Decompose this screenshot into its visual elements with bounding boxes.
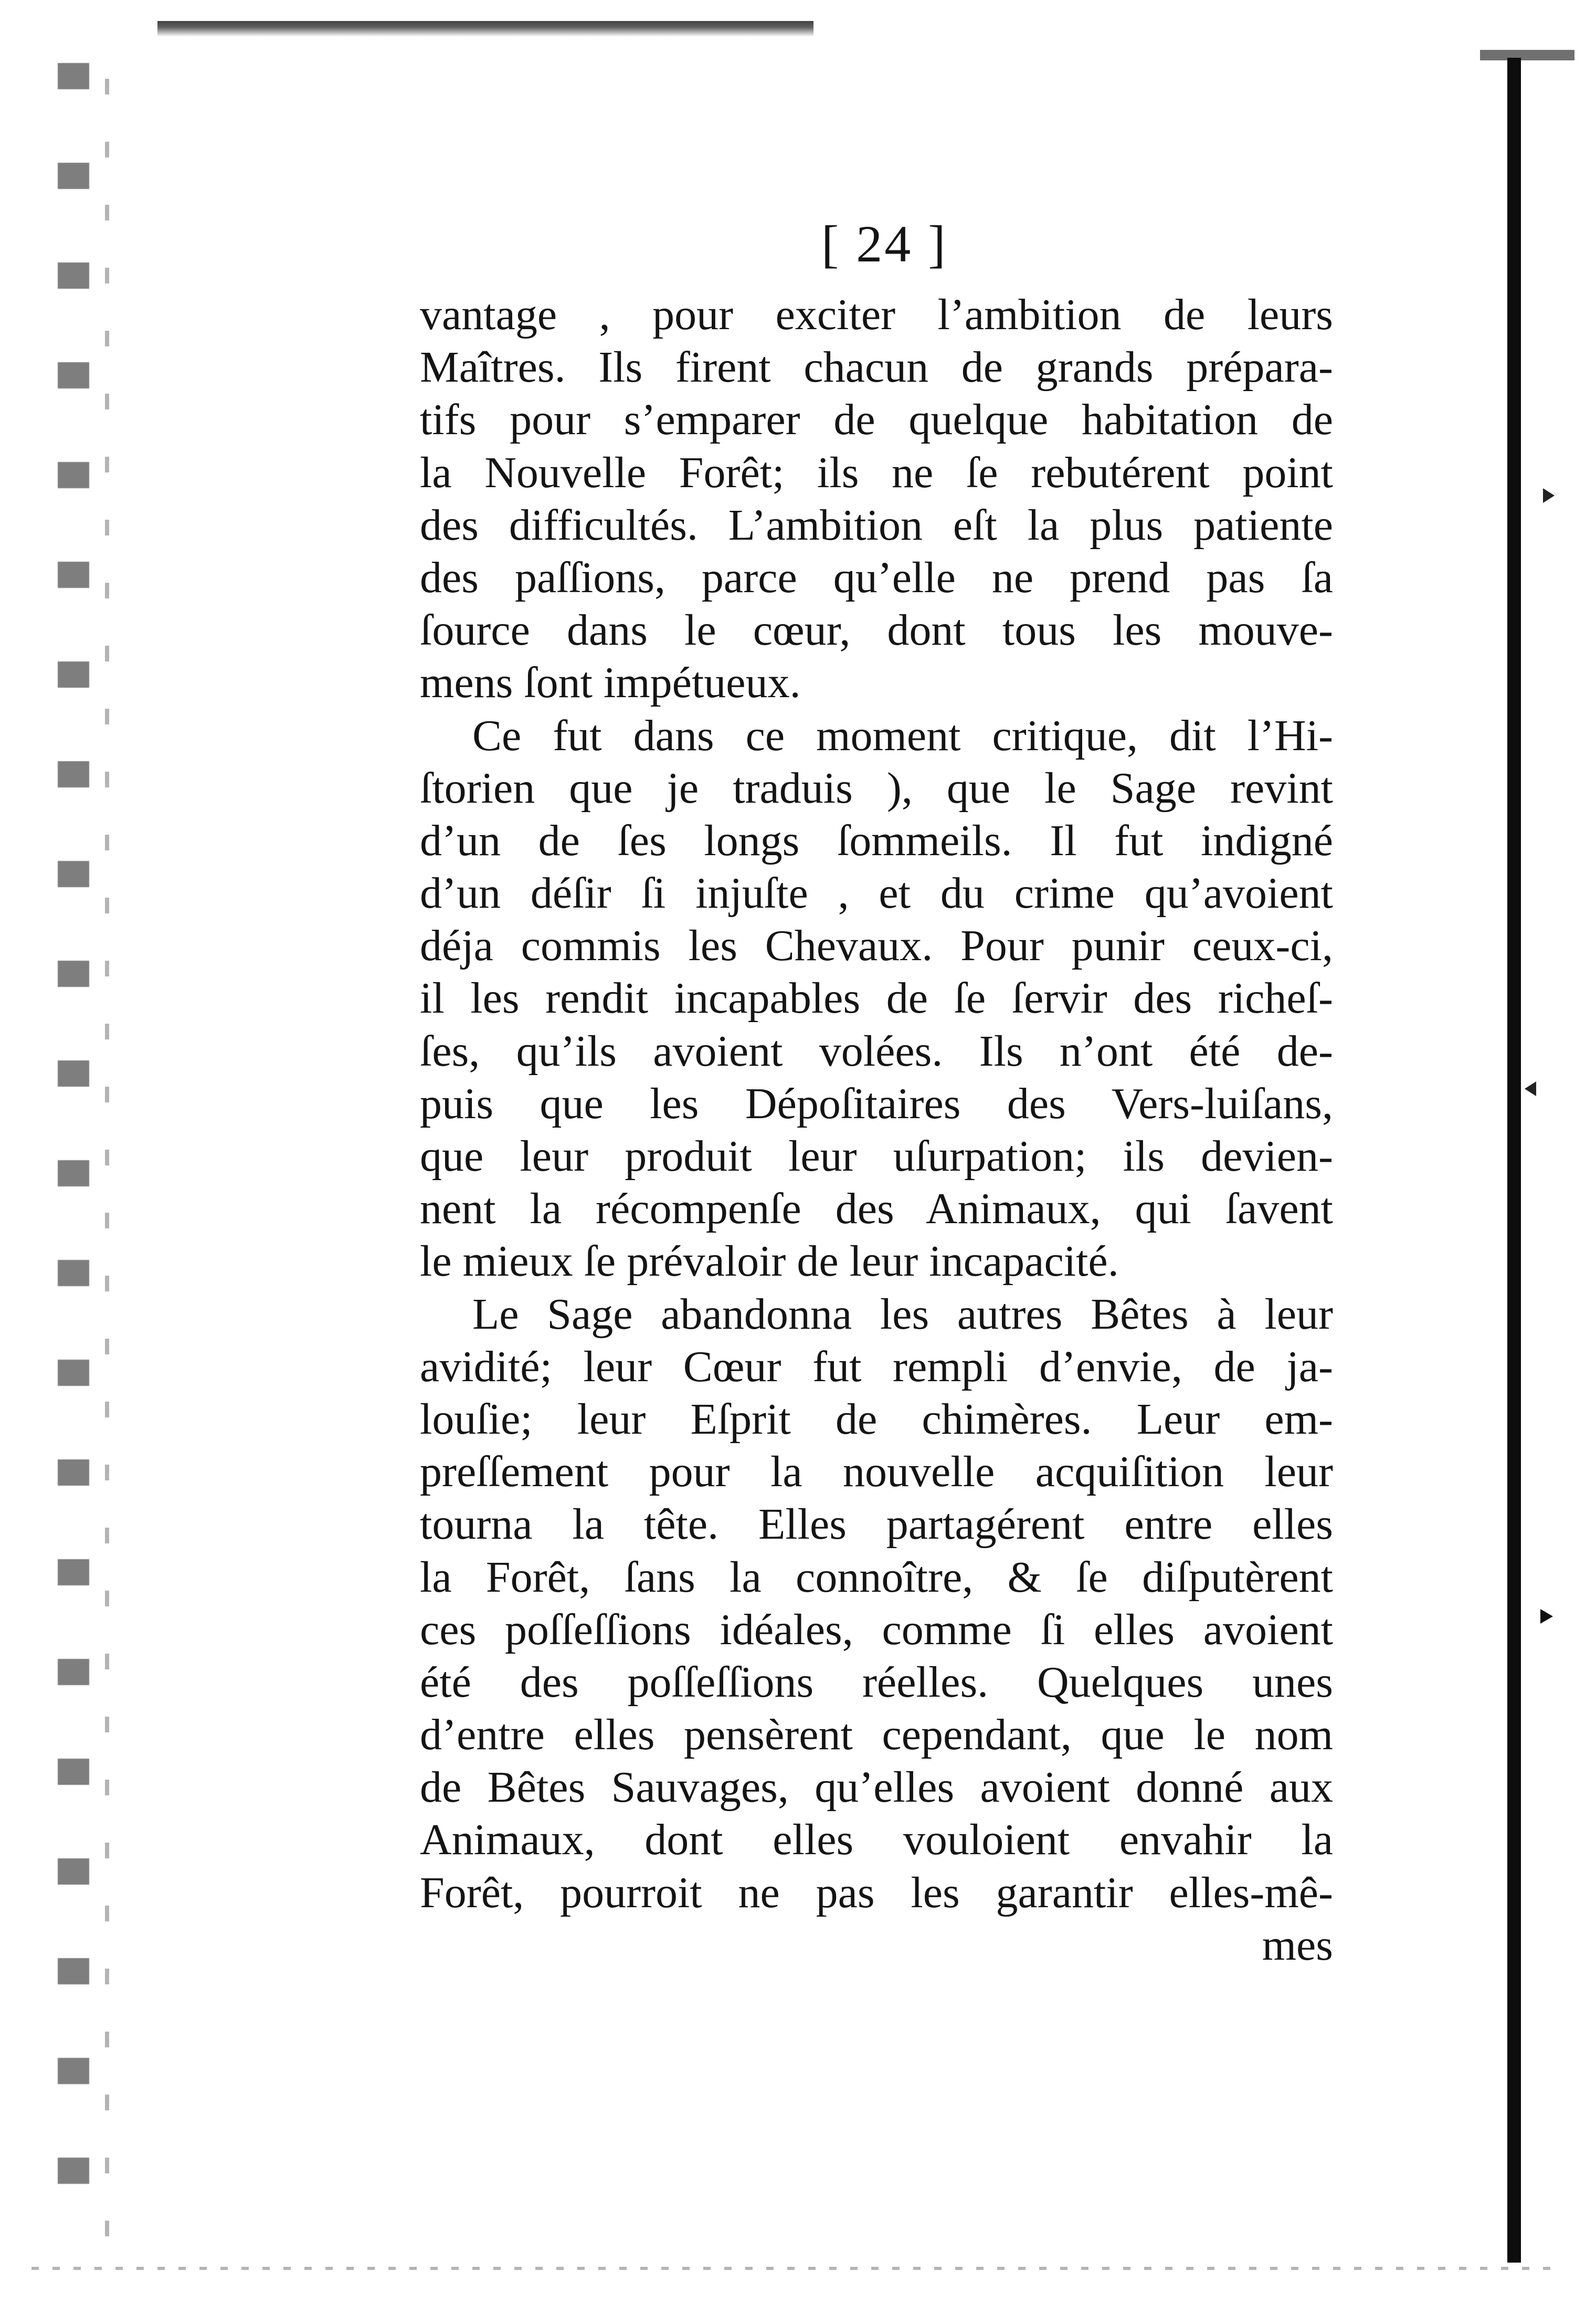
text-line: ces poſſeſſions idéales, comme ſi elles avoient xyxy=(420,1605,1333,1654)
text-line: Ce fut dans ce moment critique, dit l’Hi- xyxy=(472,711,1333,760)
scan-bottom-edge xyxy=(31,2267,1553,2270)
text-line: ſes, qu’ils avoient volées. Ils n’ont été de- xyxy=(420,1026,1333,1076)
catchword: mes xyxy=(1262,1920,1333,1970)
text-line: été des poſſeſſions réelles. Quelques unes xyxy=(420,1657,1333,1707)
text-line: vantage , pour exciter l’ambition de leurs xyxy=(420,290,1333,339)
text-line: de Bêtes Sauvages, qu’elles avoient donné aux xyxy=(420,1763,1333,1812)
text-line: des paſſions, parce qu’elle ne prend pas ſa xyxy=(420,553,1333,602)
scan-left-gutter-line xyxy=(105,79,109,2257)
text-line: tifs pour s’emparer de quelque habitation de xyxy=(420,395,1333,445)
text-line: déja commis les Chevaux. Pour punir ceux-ci, xyxy=(420,921,1333,971)
page-number: [ 24 ] xyxy=(821,215,948,273)
text-line: Le Sage abandonna les autres Bêtes à leur xyxy=(472,1289,1333,1339)
text-line: d’un de ſes longs ſommeils. Il fut indigné xyxy=(420,816,1333,865)
text-line: d’un déſir ſi injuſte , et du crime qu’avoient xyxy=(420,869,1333,918)
text-line: nent la récompenſe des Animaux, qui ſavent xyxy=(420,1184,1333,1234)
text-line: ſtorien que je traduis ), que le Sage revint xyxy=(420,763,1333,813)
text-line: Forêt, pourroit ne pas les garantir elles-mê- xyxy=(420,1868,1333,1917)
text-line: Maîtres. Ils firent chacun de grands prépara- xyxy=(420,343,1333,392)
scan-right-edge xyxy=(1507,58,1521,2263)
text-line: la Nouvelle Forêt; ils ne ſe rebutérent point xyxy=(420,448,1333,497)
margin-mark-icon xyxy=(1525,1081,1536,1096)
text-line: ſource dans le cœur, dont tous les mouve- xyxy=(420,606,1333,655)
margin-mark-icon xyxy=(1540,1609,1553,1624)
text-line: des difficultés. L’ambition eſt la plus patiente xyxy=(420,500,1333,550)
text-line: louſie; leur Eſprit de chimères. Leur em- xyxy=(420,1394,1333,1444)
scan-left-gutter xyxy=(58,31,89,2257)
scan-top-edge-right xyxy=(1480,50,1574,60)
text-line: mens ſont impétueux. xyxy=(420,658,801,708)
text-line: il les rendit incapables de ſe ſervir des richeſ- xyxy=(420,974,1333,1023)
text-line: d’entre elles pensèrent cependant, que le nom xyxy=(420,1710,1333,1760)
text-line: avidité; leur Cœur fut rempli d’envie, de ja- xyxy=(420,1342,1333,1391)
scan-top-edge xyxy=(157,21,813,37)
text-line: le mieux ſe prévaloir de leur incapacité. xyxy=(420,1237,1119,1286)
text-line: preſſement pour la nouvelle acquiſition leur xyxy=(420,1447,1333,1497)
text-line: puis que les Dépoſitaires des Vers-luiſans, xyxy=(420,1079,1333,1128)
text-line: la Forêt, ſans la connoître, & ſe diſputèrent xyxy=(420,1552,1333,1602)
text-lines xyxy=(420,289,1333,1972)
text-line: tourna la tête. Elles partagérent entre elles xyxy=(420,1500,1333,1549)
text-line: Animaux, dont elles vouloient envahir la xyxy=(420,1815,1333,1865)
margin-mark-icon xyxy=(1543,488,1555,503)
text-line: que leur produit leur uſurpation; ils devien- xyxy=(420,1132,1333,1181)
